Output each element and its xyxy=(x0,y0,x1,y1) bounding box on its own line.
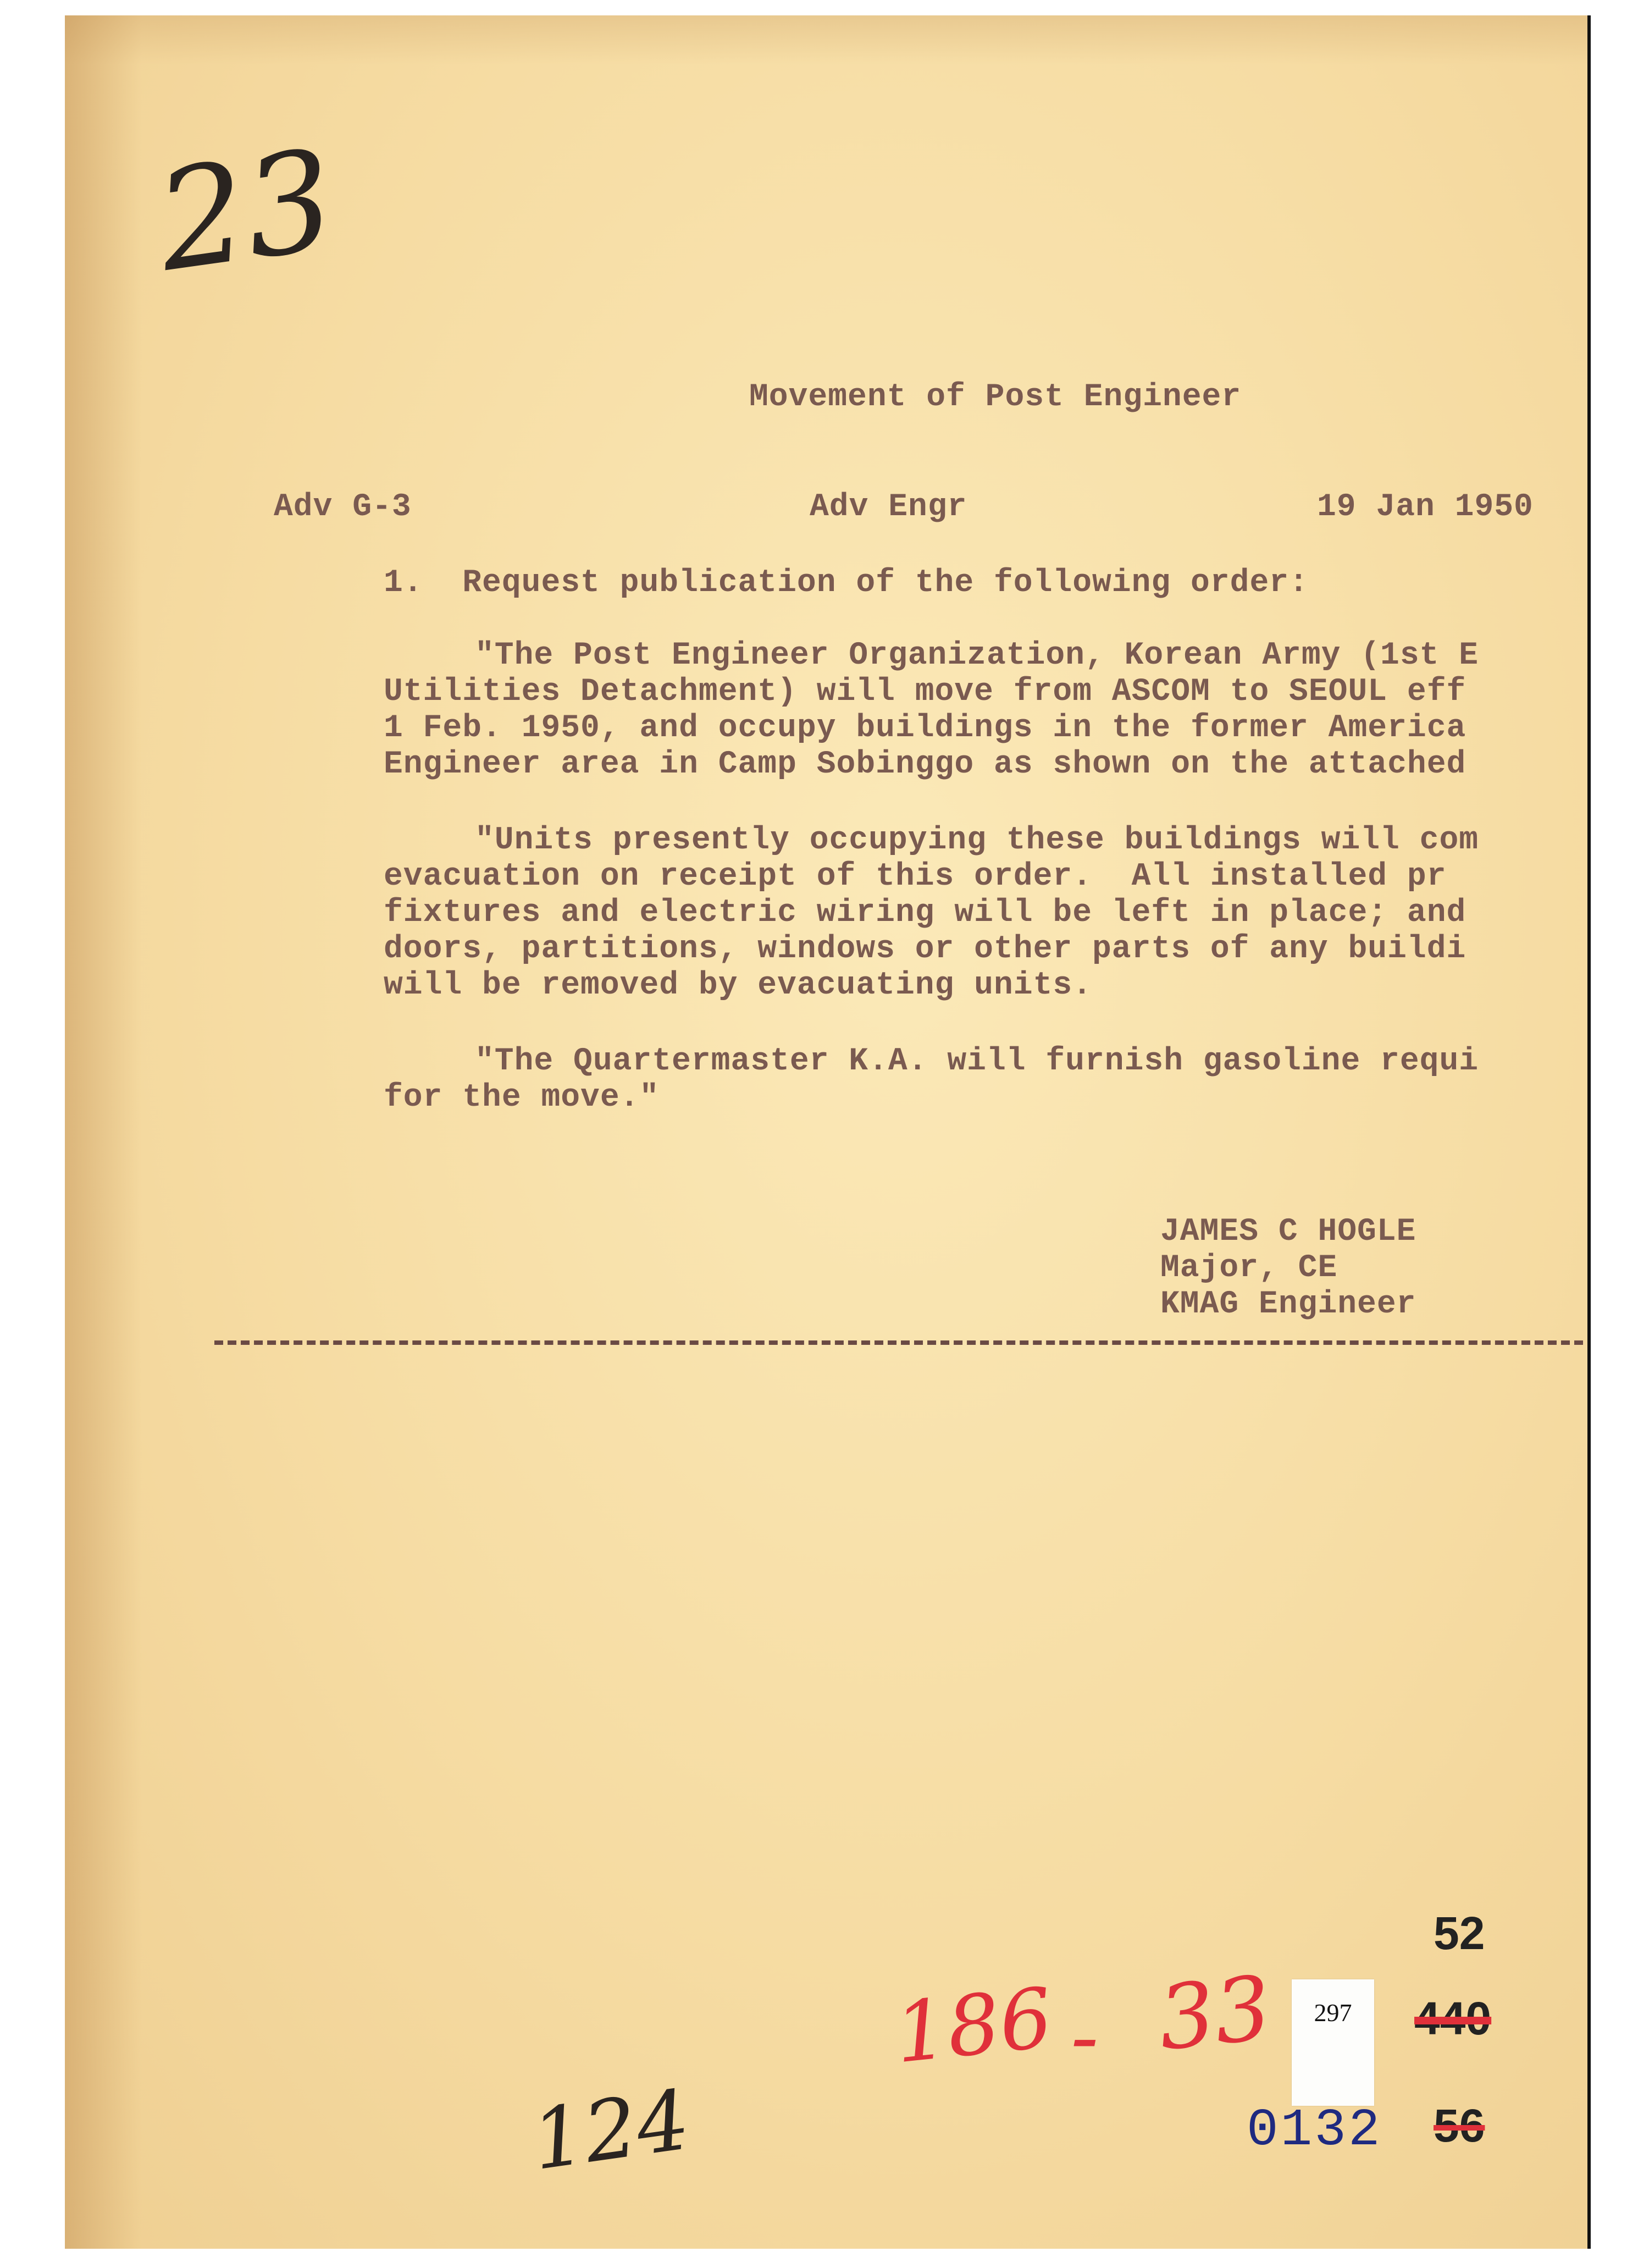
quote-2-line-4: doors, partitions, windows or other parts of any buildi xyxy=(384,931,1466,967)
handwritten-corner-number: 23 xyxy=(148,119,344,302)
quote-1-line-1: "The Post Engineer Organization, Korean Army (1st E xyxy=(475,638,1479,674)
quote-2-line-1: "Units presently occupying these buildings will com xyxy=(475,823,1479,858)
quote-2-line-2: evacuation on receipt of this order. All installed pr xyxy=(384,859,1447,895)
red-pencil-ref-right: 33 xyxy=(1153,1956,1276,2071)
archive-label-number: 297 xyxy=(1314,1999,1352,2027)
quote-3-line-2: for the move." xyxy=(384,1080,660,1116)
quote-3-line-1: "The Quartermaster K.A. will furnish gasoline requi xyxy=(475,1044,1479,1079)
memo-from: Adv G-3 xyxy=(274,489,412,525)
quote-2-line-3: fixtures and electric wiring will be left in place; and xyxy=(384,895,1466,931)
dashed-separator xyxy=(214,1340,1583,1345)
pencil-bottom-number: 124 xyxy=(526,2072,696,2189)
paragraph-1: 1. Request publication of the following order: xyxy=(384,565,1309,601)
struck-number-stamp: 440 xyxy=(1414,1993,1492,2044)
red-pencil-dash: - xyxy=(1071,1989,1099,2085)
page-number-stamp: 52 xyxy=(1434,1907,1485,1959)
lower-number-stamp: 56 xyxy=(1434,2100,1485,2151)
red-pencil-ref-left: 186 xyxy=(890,1970,1057,2082)
document-page xyxy=(65,15,1591,2249)
archive-label xyxy=(1292,1979,1374,2106)
signature-name: JAMES C HOGLE xyxy=(1160,1214,1416,1250)
archive-stamp-number: 0132 xyxy=(1247,2100,1382,2160)
quote-1-line-3: 1 Feb. 1950, and occupy buildings in the former America xyxy=(384,710,1466,746)
memo-date: 19 Jan 1950 xyxy=(1317,489,1534,525)
memo-title: Movement of Post Engineer xyxy=(749,379,1242,415)
memo-to: Adv Engr xyxy=(810,489,967,525)
quote-1-line-2: Utilities Detachment) will move from ASCOM to SEOUL eff xyxy=(384,674,1466,710)
quote-1-line-4: Engineer area in Camp Sobinggo as shown on the attached xyxy=(384,747,1466,782)
signature-title: KMAG Engineer xyxy=(1160,1287,1416,1322)
signature-rank: Major, CE xyxy=(1160,1250,1338,1286)
quote-2-line-5: will be removed by evacuating units. xyxy=(384,968,1093,1003)
